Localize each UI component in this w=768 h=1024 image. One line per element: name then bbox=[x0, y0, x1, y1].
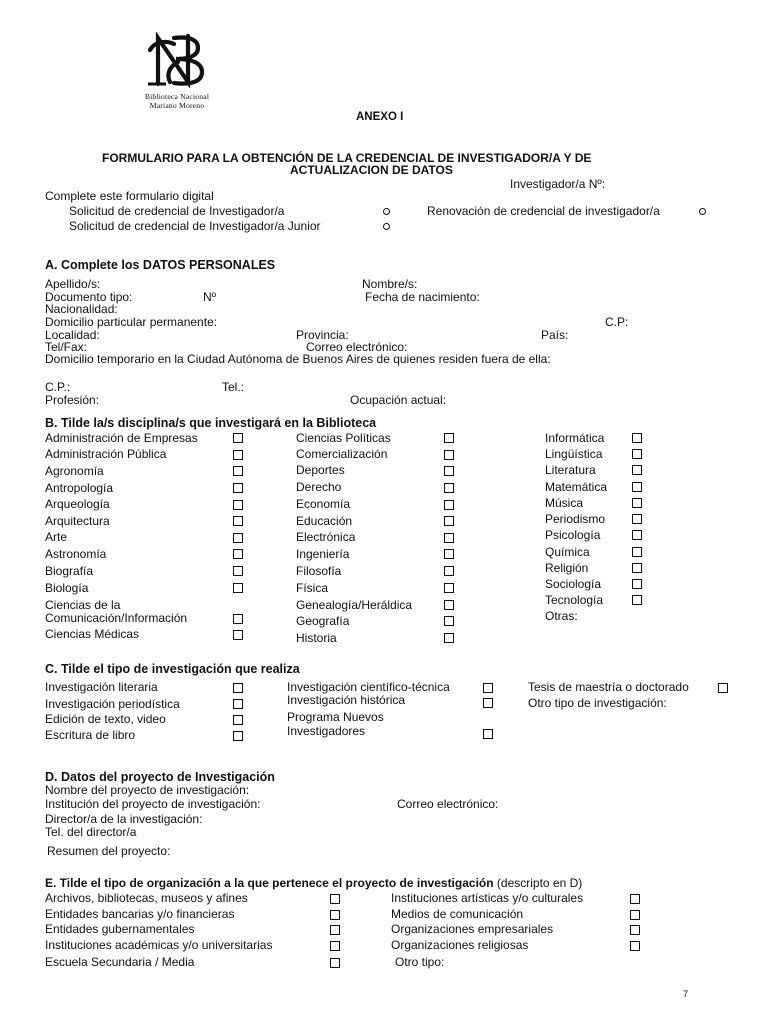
discipline-label: Sociología bbox=[545, 577, 602, 591]
discipline-label: Psicología bbox=[545, 528, 601, 542]
section-e-title-bold: E. Tilde el tipo de organización a la que pertenece el proyecto de investigación bbox=[45, 876, 494, 890]
discipline-checkbox[interactable] bbox=[233, 450, 243, 460]
discipline-checkbox[interactable] bbox=[233, 516, 243, 526]
discipline-label: Lingüística bbox=[545, 447, 603, 461]
page-number: 7 bbox=[683, 989, 689, 999]
option-renewal-label: Renovación de credencial de investigador/a bbox=[427, 204, 660, 218]
form-title-line2: ACTUALIZACION DE DATOS bbox=[290, 163, 453, 177]
organization-label: Medios de comunicación bbox=[391, 907, 524, 921]
discipline-label: Ingeniería bbox=[296, 547, 350, 561]
discipline-checkbox[interactable] bbox=[632, 514, 642, 524]
discipline-label: Historia bbox=[296, 631, 337, 645]
discipline-checkbox[interactable] bbox=[444, 566, 454, 576]
research-type-checkbox[interactable] bbox=[233, 699, 243, 709]
discipline-label: Ciencias Políticas bbox=[296, 431, 391, 445]
discipline-checkbox[interactable] bbox=[233, 433, 243, 443]
project-institution-label: Institución del proyecto de investigación: bbox=[45, 797, 261, 811]
discipline-label: Deportes bbox=[296, 463, 345, 477]
organization-checkbox[interactable] bbox=[630, 910, 640, 920]
discipline-checkbox[interactable] bbox=[233, 549, 243, 559]
discipline-label: Comercialización bbox=[296, 447, 388, 461]
discipline-checkbox[interactable] bbox=[444, 433, 454, 443]
organization-other-label: Otro tipo: bbox=[395, 955, 445, 969]
organization-label: Archivos, bibliotecas, museos y afines bbox=[45, 891, 248, 905]
research-type-checkbox[interactable] bbox=[718, 683, 728, 693]
research-type-checkbox[interactable] bbox=[233, 715, 243, 725]
discipline-checkbox[interactable] bbox=[632, 530, 642, 540]
discipline-label: Arte bbox=[45, 530, 68, 544]
correo-label: Correo electrónico: bbox=[306, 340, 408, 354]
organization-checkbox[interactable] bbox=[630, 925, 640, 935]
organization-checkbox[interactable] bbox=[330, 925, 340, 935]
discipline-label: Física bbox=[296, 581, 329, 595]
research-type-checkbox[interactable] bbox=[233, 731, 243, 741]
organization-checkbox[interactable] bbox=[330, 894, 340, 904]
organization-label: Entidades bancarias y/o financieras bbox=[45, 907, 235, 921]
discipline-checkbox[interactable] bbox=[233, 533, 243, 543]
discipline-label: Química bbox=[545, 545, 590, 559]
research-type-label: Edición de texto, video bbox=[45, 712, 166, 726]
discipline-checkbox[interactable] bbox=[444, 633, 454, 643]
research-type-label: Investigadores bbox=[287, 724, 366, 738]
documento-label: Documento tipo: bbox=[45, 290, 133, 304]
discipline-label: Electrónica bbox=[296, 530, 356, 544]
organization-label: Entidades gubernamentales bbox=[45, 922, 195, 936]
discipline-label: Filosofía bbox=[296, 564, 342, 578]
form-title-line1: FORMULARIO PARA LA OBTENCIÓN DE LA CREDENCIAL DE INVESTIGADOR/A Y DE bbox=[102, 151, 592, 165]
discipline-label: Ciencias Médicas bbox=[45, 627, 140, 641]
nombre-label: Nombre/s: bbox=[362, 277, 418, 291]
localidad-label: Localidad: bbox=[45, 328, 100, 342]
ocupacion-label: Ocupación actual: bbox=[350, 393, 447, 407]
discipline-label: Tecnología bbox=[545, 593, 604, 607]
organization-checkbox[interactable] bbox=[630, 894, 640, 904]
discipline-label: Derecho bbox=[296, 480, 342, 494]
discipline-checkbox[interactable] bbox=[632, 547, 642, 557]
discipline-checkbox[interactable] bbox=[444, 466, 454, 476]
cp-label: C.P: bbox=[605, 315, 629, 329]
research-type-checkbox[interactable] bbox=[233, 683, 243, 693]
discipline-label: Comunicación/Información bbox=[45, 611, 188, 625]
library-logo bbox=[118, 32, 236, 114]
discipline-checkbox[interactable] bbox=[632, 482, 642, 492]
discipline-label: Economía bbox=[296, 497, 351, 511]
project-summary-label: Resumen del proyecto: bbox=[47, 844, 171, 858]
discipline-checkbox[interactable] bbox=[233, 466, 243, 476]
provincia-label: Provincia: bbox=[296, 328, 349, 342]
organization-label: Escuela Secundaria / Media bbox=[45, 955, 195, 969]
discipline-label: Antropología bbox=[45, 481, 114, 495]
discipline-label: Ciencias de la bbox=[45, 598, 121, 612]
instructions: Complete este formulario digital bbox=[45, 189, 214, 203]
discipline-other-label: Otras: bbox=[545, 609, 578, 623]
organization-checkbox[interactable] bbox=[630, 941, 640, 951]
discipline-checkbox[interactable] bbox=[632, 579, 642, 589]
tel-label: Tel.: bbox=[222, 380, 245, 394]
research-type-label: Escritura de libro bbox=[45, 728, 136, 742]
logo-text-line2: Mariano Moreno bbox=[149, 101, 205, 110]
discipline-label: Educación bbox=[296, 514, 353, 528]
section-a-title: A. Complete los DATOS PERSONALES bbox=[45, 258, 276, 272]
nacionalidad-label: Nacionalidad: bbox=[45, 302, 118, 316]
option-junior-label: Solicitud de credencial de Investigador/a Junior bbox=[69, 219, 321, 233]
organization-checkbox[interactable] bbox=[330, 941, 340, 951]
pais-label: País: bbox=[541, 328, 569, 342]
discipline-label: Biología bbox=[45, 581, 89, 595]
discipline-label: Arquitectura bbox=[45, 514, 110, 528]
discipline-checkbox[interactable] bbox=[632, 595, 642, 605]
project-name-label: Nombre del proyecto de investigación: bbox=[45, 783, 250, 797]
discipline-checkbox[interactable] bbox=[233, 583, 243, 593]
discipline-checkbox[interactable] bbox=[444, 500, 454, 510]
organization-checkbox[interactable] bbox=[330, 958, 340, 968]
discipline-checkbox[interactable] bbox=[632, 465, 642, 475]
discipline-checkbox[interactable] bbox=[632, 449, 642, 459]
cp2-label: C.P.: bbox=[45, 380, 71, 394]
option-renewal-radio[interactable] bbox=[699, 208, 706, 215]
discipline-checkbox[interactable] bbox=[444, 549, 454, 559]
apellido-label: Apellido/s: bbox=[45, 277, 101, 291]
research-type-label: Investigación científico-técnica bbox=[287, 680, 450, 694]
discipline-label: Música bbox=[545, 496, 584, 510]
option-request-radio[interactable] bbox=[383, 208, 390, 215]
telfax-label: Tel/Fax: bbox=[45, 340, 88, 354]
fecha-nacimiento-label: Fecha de nacimiento: bbox=[365, 290, 480, 304]
organization-label: Organizaciones religiosas bbox=[391, 938, 529, 952]
research-type-checkbox[interactable] bbox=[483, 698, 493, 708]
research-type-label: Investigación literaria bbox=[45, 680, 158, 694]
research-type-label: Tesis de maestría o doctorado bbox=[528, 680, 689, 694]
organization-label: Instituciones artísticas y/o culturales bbox=[391, 891, 584, 905]
discipline-label: Literatura bbox=[545, 463, 596, 477]
discipline-checkbox[interactable] bbox=[632, 498, 642, 508]
discipline-label: Agronomía bbox=[45, 464, 104, 478]
discipline-checkbox[interactable] bbox=[444, 616, 454, 626]
research-type-label: Programa Nuevos bbox=[287, 710, 384, 724]
discipline-label: Administración Pública bbox=[45, 447, 167, 461]
discipline-checkbox[interactable] bbox=[444, 533, 454, 543]
section-d-title: D. Datos del proyecto de Investigación bbox=[45, 770, 275, 784]
organization-label: Organizaciones empresariales bbox=[391, 922, 554, 936]
discipline-checkbox[interactable] bbox=[233, 566, 243, 576]
discipline-label: Administración de Empresas bbox=[45, 431, 198, 445]
discipline-checkbox[interactable] bbox=[444, 583, 454, 593]
discipline-label: Religión bbox=[545, 561, 589, 575]
organization-checkbox[interactable] bbox=[330, 910, 340, 920]
discipline-checkbox[interactable] bbox=[233, 630, 243, 640]
research-type-label: Investigación periodística bbox=[45, 697, 180, 711]
discipline-checkbox[interactable] bbox=[444, 600, 454, 610]
discipline-label: Informática bbox=[545, 431, 605, 445]
option-request-label: Solicitud de credencial de Investigador/a bbox=[69, 204, 285, 218]
discipline-checkbox[interactable] bbox=[444, 483, 454, 493]
section-e-title-suffix: (descripto en D) bbox=[493, 876, 583, 890]
section-b-title: B. Tilde la/s disciplina/s que investigará en la Biblioteca bbox=[45, 416, 377, 430]
discipline-checkbox[interactable] bbox=[632, 433, 642, 443]
discipline-label: Arqueología bbox=[45, 497, 110, 511]
organization-label: Instituciones académicas y/o universitarias bbox=[45, 938, 273, 952]
logo-text-line1: Biblioteca Nacional bbox=[144, 92, 210, 101]
discipline-checkbox[interactable] bbox=[233, 483, 243, 493]
profesion-label: Profesión: bbox=[45, 393, 100, 407]
discipline-label: Biografía bbox=[45, 564, 94, 578]
numero-label: Nº bbox=[203, 290, 217, 304]
annex-title: ANEXO I bbox=[356, 111, 404, 123]
discipline-checkbox[interactable] bbox=[233, 614, 243, 624]
project-director-label: Director/a de la investigación: bbox=[45, 812, 203, 826]
domicilio-label: Domicilio particular permanente: bbox=[45, 315, 218, 329]
project-email-label: Correo electrónico: bbox=[397, 797, 499, 811]
discipline-label: Astronomía bbox=[45, 547, 107, 561]
discipline-label: Geografía bbox=[296, 614, 350, 628]
research-type-other-label: Otro tipo de investigación: bbox=[528, 696, 667, 710]
discipline-checkbox[interactable] bbox=[233, 500, 243, 510]
discipline-checkbox[interactable] bbox=[444, 516, 454, 526]
discipline-label: Periodismo bbox=[545, 512, 606, 526]
discipline-label: Matemática bbox=[545, 480, 608, 494]
research-type-checkbox[interactable] bbox=[483, 683, 493, 693]
research-type-label: Investigación histórica bbox=[287, 693, 406, 707]
discipline-checkbox[interactable] bbox=[444, 450, 454, 460]
option-junior-radio[interactable] bbox=[383, 223, 390, 230]
discipline-checkbox[interactable] bbox=[632, 563, 642, 573]
section-c-title: C. Tilde el tipo de investigación que realiza bbox=[45, 662, 300, 676]
domicilio-temporario-label: Domicilio temporario en la Ciudad Autónoma de Buenos Aires de quienes residen fuera de ella: bbox=[45, 352, 551, 366]
discipline-label: Genealogía/Heráldica bbox=[296, 598, 413, 612]
library-monogram-icon bbox=[144, 32, 210, 88]
section-e-title bbox=[45, 876, 582, 890]
director-phone-label: Tel. del director/a bbox=[45, 825, 137, 839]
investigator-number-label: Investigador/a Nº: bbox=[510, 177, 606, 191]
research-type-checkbox[interactable] bbox=[483, 729, 493, 739]
